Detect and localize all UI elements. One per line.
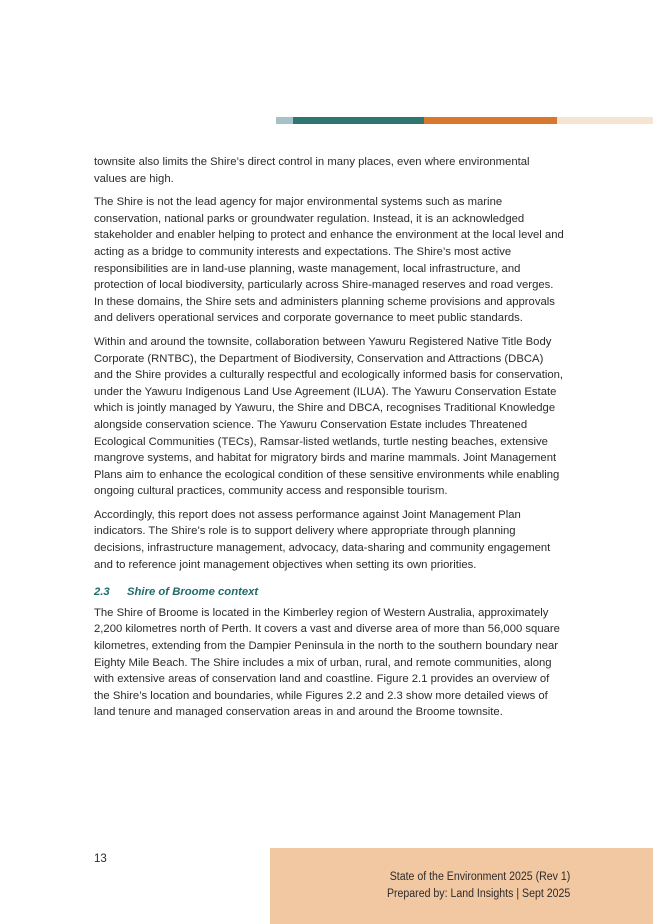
section-number: 2.3	[94, 586, 110, 599]
band-segment-teal	[293, 117, 424, 124]
footer-report-title: State of the Environment 2025 (Rev 1)	[389, 871, 570, 883]
paragraph: The Shire is not the lead agency for major environmental systems such as marine conservation, national parks or groundwater regulation. Instead, it is an acknowledged stakeholder and enabler helping to protect and enhance the environment at the local level and acting as a bridge to community interests and expectations. The Shire’s most active responsibilities are in land-use planning, waste management, local infrastructure, and protection of local biodiversity, particularly across Shire-managed reserves and road verges. In these domains, the Shire sets and administers planning scheme provisions and approvals and delivers operational services and corporate governance to meet public standards.	[94, 196, 564, 325]
body-text	[94, 154, 564, 728]
paragraph: The Shire of Broome is located in the Kimberley region of Western Australia, approximately 2,200 kilometres north of Perth. It covers a vast and diverse area of more than 56,000 square kilometres, extending from the Dampier Peninsula in the north to the southern boundary near Eighty Mile Beach. The Shire includes a mix of urban, rural, and remote communities, along with extensive areas of conservation land and coastline. Figure 2.1 provides an overview of the Shire’s location and boundaries, while Figures 2.2 and 2.3 show more detailed views of land tenure and managed conservation areas in and around the Broome townsite.	[94, 606, 560, 719]
band-segment-orange	[424, 117, 557, 124]
paragraph: townsite also limits the Shire’s direct control in many places, even where environmental values are high.	[94, 156, 530, 185]
band-segment-peach	[557, 117, 653, 124]
band-segment-light-teal	[276, 117, 293, 124]
footer-prepared-by: Prepared by: Land Insights | Sept 2025	[386, 888, 570, 900]
section-title: Shire of Broome context	[127, 586, 259, 599]
footer-text	[387, 869, 570, 903]
footer-box	[270, 848, 653, 924]
paragraph: Accordingly, this report does not assess performance against Joint Management Plan indicators. The Shire’s role is to support delivery where appropriate through planning decisions, infrastructure management, advocacy, data-sharing and community engagement and to reference joint management objectives when setting its own priorities.	[94, 508, 551, 571]
paragraph: Within and around the townsite, collaboration between Yawuru Registered Native Title Body Corporate (RNTBC), the Department of Biodiversity, Conservation and Attractions (DBCA) and the Shire provides a culturally respectful and ecologically informed basis for conservation, under the Yawuru Indigenous Land Use Agreement (ILUA). The Yawuru Conservation Estate which is jointly managed by Yawuru, the Shire and DBCA, recognises Traditional Knowledge alongside conservation science. The Yawuru Conservation Estate includes Threatened Ecological Communities (TECs), Ramsar-listed wetlands, turtle nesting beaches, extensive mangrove systems, and habitat for migratory birds and marine mammals. Joint Management Plans aim to enhance the ecological condition of these sensitive environments while enabling ongoing cultural practices, community access and responsible tourism.	[94, 335, 564, 498]
page-number: 13	[94, 853, 107, 865]
section-heading	[94, 584, 564, 601]
